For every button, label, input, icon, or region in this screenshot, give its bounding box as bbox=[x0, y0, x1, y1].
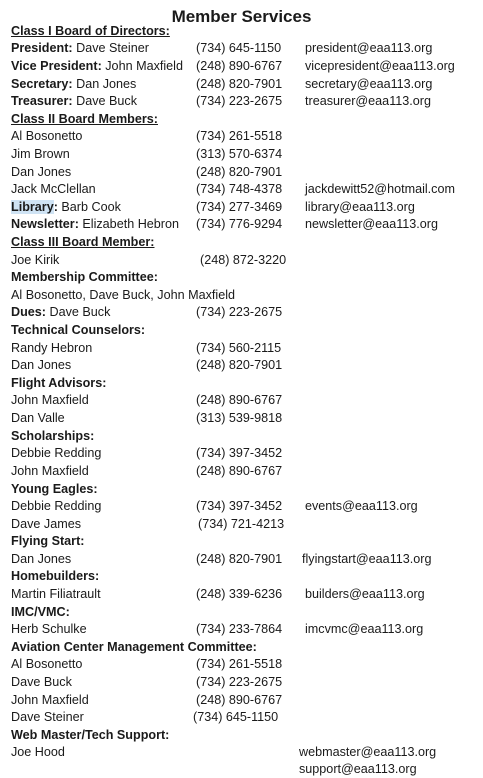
role-label: Newsletter: bbox=[11, 217, 79, 231]
phone-number: (248) 820-7901 bbox=[196, 358, 283, 372]
phone-number: (248) 890-6767 bbox=[196, 693, 283, 707]
member-name: Elizabeth Hebron bbox=[78, 217, 180, 231]
list-item-library bbox=[11, 199, 471, 216]
member-name: John Maxfield bbox=[11, 693, 89, 707]
section-heading-young-eagles: Young Eagles: bbox=[11, 482, 98, 496]
role-separator: : bbox=[53, 200, 58, 214]
phone-number: (313) 570-6374 bbox=[196, 147, 283, 161]
member-name: Al Bosonetto bbox=[11, 129, 83, 143]
role-label: Treasurer: bbox=[11, 94, 73, 108]
list-item bbox=[11, 146, 471, 163]
section-heading-homebuilders: Homebuilders: bbox=[11, 569, 100, 583]
phone-number: (248) 820-7901 bbox=[196, 165, 283, 179]
phone-number: (734) 223-2675 bbox=[196, 675, 283, 689]
member-name: John Maxfield bbox=[11, 393, 89, 407]
phone-number: (248) 890-6767 bbox=[196, 393, 283, 407]
member-name: Dan Valle bbox=[11, 411, 65, 425]
phone-number: (734) 645-1150 bbox=[196, 41, 282, 55]
list-item bbox=[11, 761, 471, 778]
phone-number: (734) 748-4378 bbox=[196, 182, 283, 196]
section-heading-class-1: Class I Board of Directors: bbox=[11, 24, 170, 38]
email-address: jackdewitt52@hotmail.com bbox=[305, 182, 455, 196]
list-item bbox=[11, 340, 471, 357]
list-item bbox=[11, 392, 471, 409]
phone-number: (734) 645-1150 bbox=[193, 710, 279, 724]
member-name: Jim Brown bbox=[11, 147, 70, 161]
member-name: Debbie Redding bbox=[11, 499, 102, 513]
member-name: John Maxfield bbox=[101, 59, 183, 73]
list-item bbox=[11, 709, 471, 726]
member-name: Dan Jones bbox=[11, 358, 72, 372]
member-name: Dave Buck bbox=[72, 94, 138, 108]
section-heading-flying-start: Flying Start: bbox=[11, 534, 85, 548]
role-label: President: bbox=[11, 41, 73, 55]
email-address: webmaster@eaa113.org bbox=[299, 745, 437, 759]
member-name: Dave Buck bbox=[46, 305, 111, 319]
membership-names: Al Bosonetto, Dave Buck, John Maxfield bbox=[11, 288, 236, 302]
phone-number: (734) 261-5518 bbox=[196, 129, 283, 143]
list-item-newsletter bbox=[11, 216, 471, 233]
list-item bbox=[11, 674, 471, 691]
member-name: Joe Kirik bbox=[11, 253, 60, 267]
phone-number: (734) 223-2675 bbox=[196, 305, 283, 319]
section-heading-membership: Membership Committee: bbox=[11, 270, 158, 284]
list-item-vice-president bbox=[11, 58, 471, 75]
list-item-president bbox=[11, 40, 471, 57]
email-address: secretary@eaa113.org bbox=[305, 77, 433, 91]
list-item bbox=[11, 498, 471, 515]
section-heading-class-3: Class III Board Member: bbox=[11, 235, 155, 249]
member-name: Jack McClellan bbox=[11, 182, 96, 196]
list-item bbox=[11, 463, 471, 480]
member-name: Herb Schulke bbox=[11, 622, 87, 636]
list-item-treasurer bbox=[11, 93, 471, 110]
phone-number: (734) 721-4213 bbox=[198, 517, 285, 531]
member-name: Dave Steiner bbox=[11, 710, 84, 724]
list-item bbox=[11, 164, 471, 181]
list-item bbox=[11, 586, 471, 603]
phone-number: (734) 223-2675 bbox=[196, 94, 283, 108]
email-address: events@eaa113.org bbox=[305, 499, 418, 513]
member-name: Randy Hebron bbox=[11, 341, 93, 355]
phone-number: (734) 397-3452 bbox=[196, 499, 283, 513]
member-name: Dan Jones bbox=[72, 77, 137, 91]
role-label: Secretary: bbox=[11, 77, 73, 91]
section-heading-tech: Technical Counselors: bbox=[11, 323, 146, 337]
email-address: president@eaa113.org bbox=[305, 41, 433, 55]
list-item bbox=[11, 551, 471, 568]
list-item bbox=[11, 410, 471, 427]
email-address: imcvmc@eaa113.org bbox=[305, 622, 424, 636]
member-name: Dan Jones bbox=[11, 165, 72, 179]
member-name: John Maxfield bbox=[11, 464, 89, 478]
list-item bbox=[11, 516, 471, 533]
phone-number: (734) 233-7864 bbox=[196, 622, 283, 636]
member-name: Dave James bbox=[11, 517, 81, 531]
section-heading-flight: Flight Advisors: bbox=[11, 376, 107, 390]
section-heading-aviation-center: Aviation Center Management Committee: bbox=[11, 640, 257, 654]
phone-number: (734) 261-5518 bbox=[196, 657, 283, 671]
phone-number: (248) 339-6236 bbox=[196, 587, 283, 601]
phone-number: (248) 872-3220 bbox=[200, 253, 287, 267]
member-name: Barb Cook bbox=[57, 200, 121, 214]
member-name: Martin Filiatrault bbox=[11, 587, 101, 601]
phone-number: (248) 890-6767 bbox=[196, 59, 283, 73]
email-address: flyingstart@eaa113.org bbox=[302, 552, 432, 566]
phone-number: (313) 539-9818 bbox=[196, 411, 283, 425]
member-name: Dave Buck bbox=[11, 675, 72, 689]
email-address: builders@eaa113.org bbox=[305, 587, 425, 601]
role-label: Library bbox=[11, 200, 54, 214]
list-item bbox=[11, 252, 471, 269]
list-item bbox=[11, 692, 471, 709]
phone-number: (734) 397-3452 bbox=[196, 446, 283, 460]
phone-number: (248) 890-6767 bbox=[196, 464, 283, 478]
email-address: vicepresident@eaa113.org bbox=[305, 59, 455, 73]
page-title: Member Services bbox=[171, 7, 312, 26]
role-label: Vice President: bbox=[11, 59, 102, 73]
list-item bbox=[11, 128, 471, 145]
list-item bbox=[11, 445, 471, 462]
email-address: library@eaa113.org bbox=[305, 200, 415, 214]
list-item bbox=[11, 744, 471, 761]
section-heading-web-master: Web Master/Tech Support: bbox=[11, 728, 170, 742]
member-name: Al Bosonetto bbox=[11, 657, 83, 671]
section-heading-scholarships: Scholarships: bbox=[11, 429, 95, 443]
email-address: treasurer@eaa113.org bbox=[305, 94, 431, 108]
member-name: Joe Hood bbox=[11, 745, 65, 759]
list-item-dues bbox=[11, 304, 471, 321]
section-heading-imc-vmc: IMC/VMC: bbox=[11, 605, 70, 619]
email-address: newsletter@eaa113.org bbox=[305, 217, 438, 231]
list-item bbox=[11, 621, 471, 638]
list-item bbox=[11, 656, 471, 673]
member-name: Debbie Redding bbox=[11, 446, 102, 460]
section-heading-class-2: Class II Board Members: bbox=[11, 112, 158, 126]
list-item bbox=[11, 357, 471, 374]
list-item bbox=[11, 181, 476, 198]
phone-number: (734) 560-2115 bbox=[196, 341, 282, 355]
role-label: Dues: bbox=[11, 305, 46, 319]
phone-number: (734) 776-9294 bbox=[196, 217, 283, 231]
member-name: Dave Steiner bbox=[72, 41, 149, 55]
phone-number: (248) 820-7901 bbox=[196, 552, 283, 566]
member-name: Dan Jones bbox=[11, 552, 72, 566]
email-address: support@eaa113.org bbox=[299, 762, 417, 776]
phone-number: (734) 277-3469 bbox=[196, 200, 283, 214]
list-item-secretary bbox=[11, 76, 471, 93]
phone-number: (248) 820-7901 bbox=[196, 77, 283, 91]
